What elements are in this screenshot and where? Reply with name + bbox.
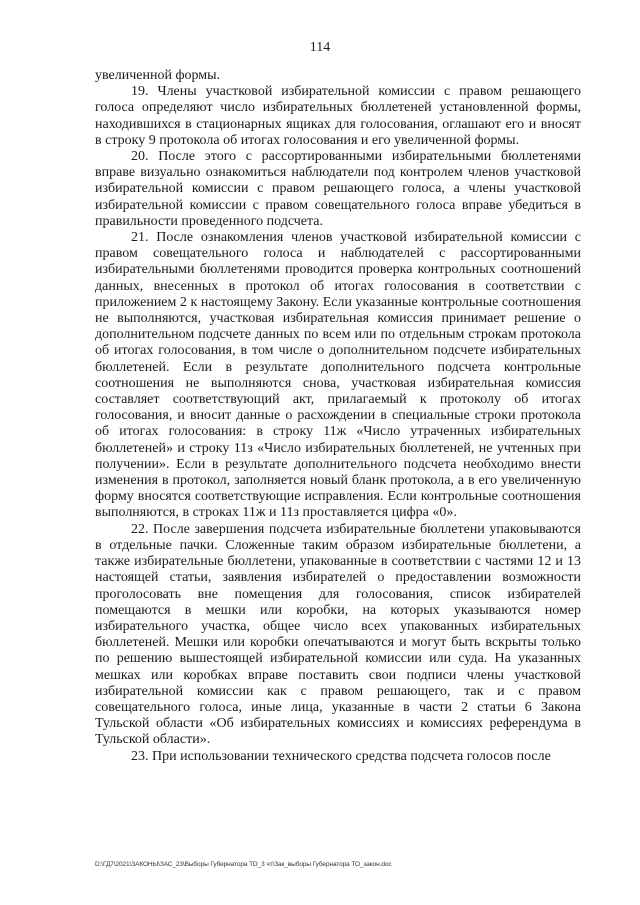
paragraph-23: 23. При использовании технического средства подсчета голосов после — [131, 748, 551, 764]
paragraph-21: 21. После ознакомления членов участковой избирательной комиссии с правом совещательного голоса и наблюдателей с рассортированными избирательными бюллетенями проводится проверка контрольных соотношений данных, внесенных в протокол об итогах голосования в соответствии с приложением 2 к настоящему Закону. Если указанные контрольные соотношения не выполняются, участковая избирательная комиссия принимает решение о дополнительном подсчете данных по всем или по отдельным строкам протокола об итогах голосования, в том числе о дополнительном подсчете избирательных бюллетеней. Если в результате дополнительного подсчета контрольные соотношения не выполняются снова, участковая избирательная комиссия составляет соответствующий акт, прилагаемый к протоколу об итогах голосования, и вносит данные о расхождении в специальные строки протокола об итогах голосования: в строку 11ж «Число утраченных избирательных бюллетеней» и строку 11з «Число избирательных бюллетеней, не учтенных при получении». Если в результате дополнительного подсчета необходимо внести изменения в протокол, заполняется новый бланк протокола, а в его увеличенную форму вносятся соответствующие исправления. Если контрольные соотношения выполняются, в строках 11ж и 11з проставляется цифра «0». — [95, 230, 581, 521]
page-number: 114 — [309, 40, 331, 55]
paragraph-19: 19. Члены участковой избирательной комиссии с правом решающего голоса определяют число избирательных бюллетеней установленной формы, находившихся в стационарных ящиках для голосования, оглашают его и вносят в строку 9 протокола об итогах голосования и его увеличенной формы. — [95, 84, 581, 148]
footer-file-path: D:\ГД7\2021\ЗАКОНЫ\ЗАС_23\Выборы Губернатора ТО_3 чт\Зак_выборы Губернатора ТО_закон.doc — [95, 861, 392, 868]
paragraph-20: 20. После этого с рассортированными избирательными бюллетенями вправе визуально ознакомиться наблюдатели под контролем членов участковой избирательной комиссии с правом решающего голоса, а члены участковой избирательной комиссии с правом совещательного голоса вправе убедиться в правильности проведенного подсчета. — [95, 149, 581, 229]
paragraph-22: 22. После завершения подсчета избирательные бюллетени упаковываются в отдельные пачки. Сложенные таким образом избирательные бюллетени, а также избирательные бюллетени, упакованные в соответствии с частями 12 и 13 настоящей статьи, заявления избирателей о предоставлении возможности проголосовать вне помещения для голосования, список избирателей помещаются в мешки или коробки, на которых указываются номер избирательного участка, общее число всех упакованных избирательных бюллетеней. Мешки или коробки опечатываются и могут быть вскрыты только по решению вышестоящей избирательной комиссии или суда. На указанных мешках или коробках вправе поставить свои подписи члены участковой избирательной комиссии как с правом решающего, так и с правом совещательного голоса, иные лица, указанные в части 2 статьи 6 Закона Тульской области «Об избирательных комиссиях и комиссиях референдума в Тульской области». — [95, 521, 581, 748]
paragraph-continuation: увеличенной формы. — [95, 68, 221, 83]
document-body — [95, 68, 581, 765]
